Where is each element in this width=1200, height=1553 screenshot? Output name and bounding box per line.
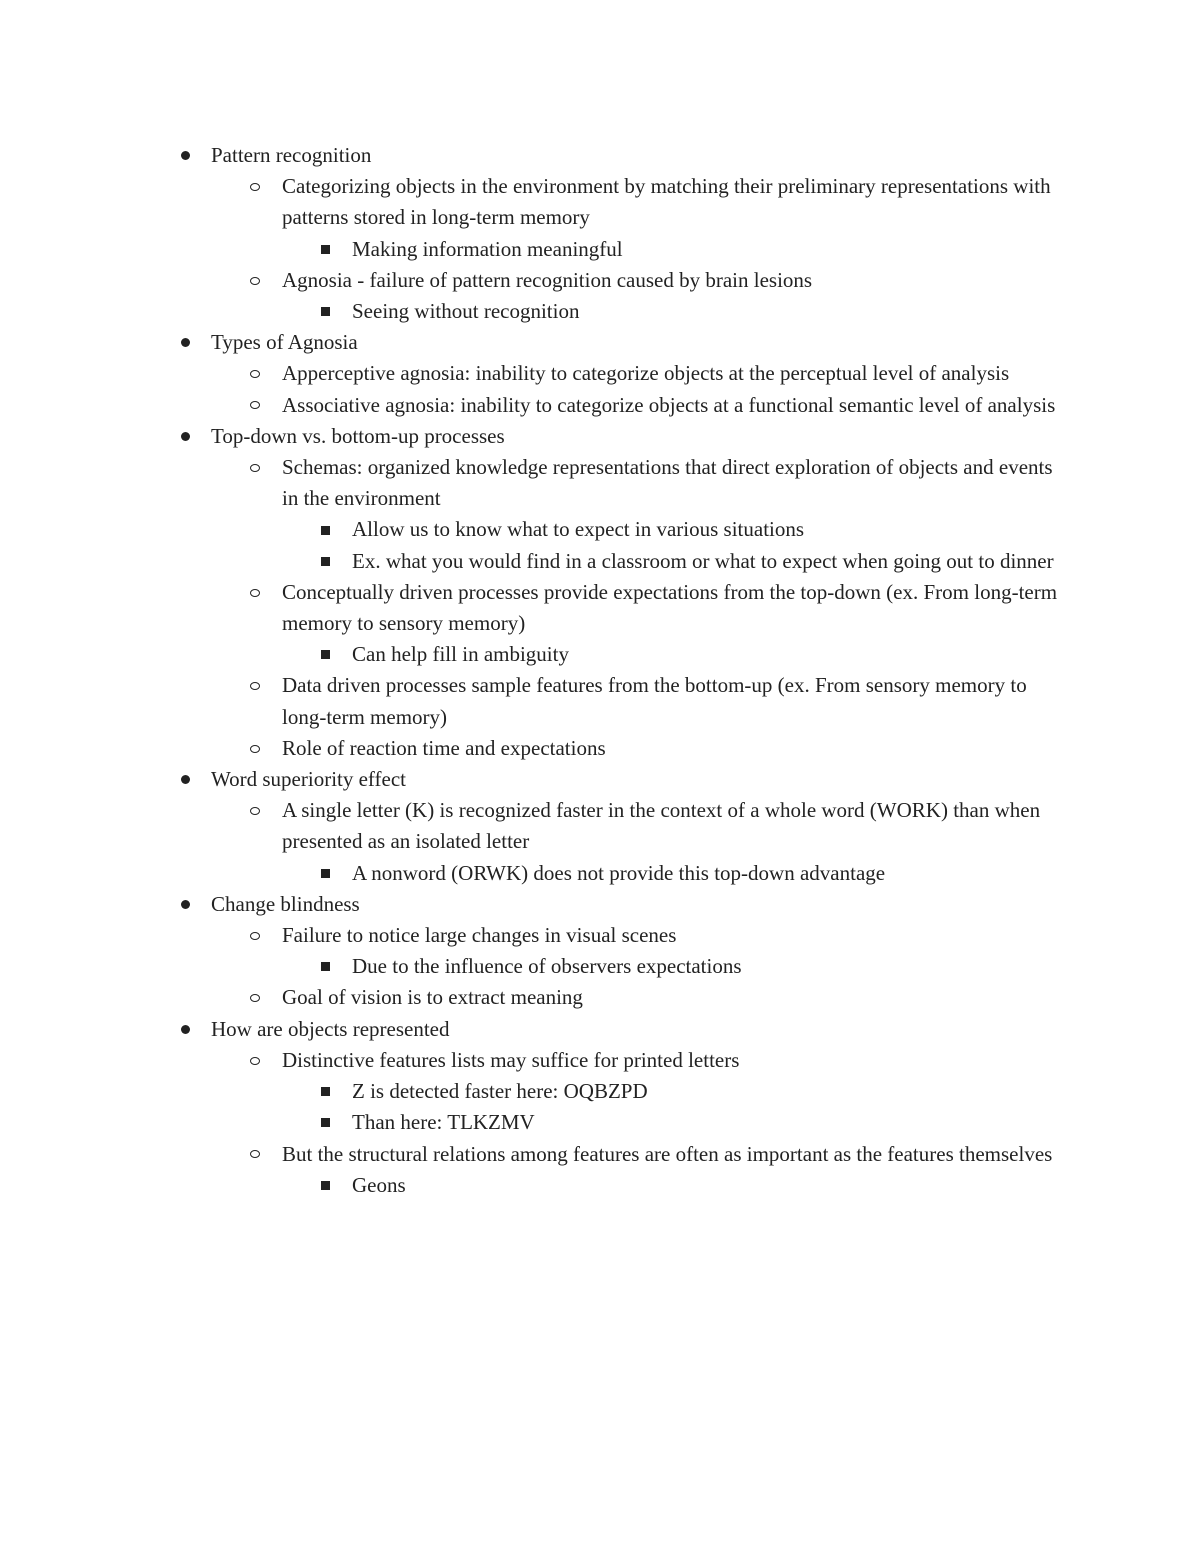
outline-item-level-2 xyxy=(0,1045,1200,1076)
outline-item-text: Pattern recognition xyxy=(211,143,372,167)
hollow-circle-bullet-icon xyxy=(245,795,265,826)
filled-square-bullet-icon xyxy=(315,1107,335,1138)
outline-item-text: Role of reaction time and expectations xyxy=(282,735,606,760)
outline-item-text: A nonword (ORWK) does not provide this top-down advantage xyxy=(352,860,886,885)
outline-item-level-1 xyxy=(0,327,1200,358)
filled-square-bullet-icon xyxy=(315,639,335,670)
outline-item-text: Categorizing objects in the environment by matching their preliminary representations with patterns stored in long-term memory xyxy=(282,174,1051,230)
hollow-circle-bullet-icon xyxy=(245,265,265,296)
outline-item-level-2 xyxy=(0,982,1200,1013)
outline-item-level-1 xyxy=(0,421,1200,452)
outline-item-level-3 xyxy=(0,1076,1200,1107)
outline-item-text: Data driven processes sample features from the bottom-up (ex. From sensory memory to long-term memory) xyxy=(282,673,1027,729)
filled-circle-bullet-icon xyxy=(175,421,195,452)
outline-item-level-2 xyxy=(0,390,1200,421)
outline-item-level-1 xyxy=(0,764,1200,795)
hollow-circle-bullet-icon xyxy=(245,1045,265,1076)
outline-item-text: Distinctive features lists may suffice for printed letters xyxy=(282,1047,740,1072)
filled-circle-bullet-icon xyxy=(175,327,195,358)
outline-item-level-2 xyxy=(0,171,1200,233)
filled-circle-bullet-icon xyxy=(175,1014,195,1045)
filled-square-bullet-icon xyxy=(315,234,335,265)
outline-item-text: Allow us to know what to expect in various situations xyxy=(352,517,805,542)
hollow-circle-bullet-icon xyxy=(245,171,265,202)
filled-square-bullet-icon xyxy=(315,296,335,327)
hollow-circle-bullet-icon xyxy=(245,733,265,764)
outline-item-text: Apperceptive agnosia: inability to categorize objects at the perceptual level of analysis xyxy=(282,361,1010,386)
hollow-circle-bullet-icon xyxy=(245,670,265,701)
outline-item-text: Top-down vs. bottom-up processes xyxy=(211,423,505,448)
outline-item-text: A single letter (K) is recognized faster in the context of a whole word (WORK) than when presented as an isolated letter xyxy=(282,798,1041,854)
outline-item-text: Agnosia - failure of pattern recognition caused by brain lesions xyxy=(282,267,813,292)
outline-item-text: Types of Agnosia xyxy=(211,330,358,355)
hollow-circle-bullet-icon xyxy=(245,1139,265,1170)
outline-item-level-2 xyxy=(0,733,1200,764)
outline-item-text: Failure to notice large changes in visual scenes xyxy=(282,923,677,948)
filled-square-bullet-icon xyxy=(315,546,335,577)
outline-item-level-2 xyxy=(0,920,1200,951)
outline-item-text: Ex. what you would find in a classroom or what to expect when going out to dinner xyxy=(352,548,1054,573)
outline-item-level-2 xyxy=(0,670,1200,732)
outline-item-level-2 xyxy=(0,265,1200,296)
outline-item-level-3 xyxy=(0,234,1200,265)
outline-item-text: Schemas: organized knowledge representations that direct exploration of objects and events in the environment xyxy=(282,455,1053,511)
outline-item-level-2 xyxy=(0,452,1200,514)
hollow-circle-bullet-icon xyxy=(245,452,265,483)
outline-item-text: Due to the influence of observers expectations xyxy=(352,954,742,979)
outline-item-level-2 xyxy=(0,358,1200,389)
outline-item-text: Seeing without recognition xyxy=(352,299,580,324)
hollow-circle-bullet-icon xyxy=(245,920,265,951)
hollow-circle-bullet-icon xyxy=(245,982,265,1013)
outline-item-text: Than here: TLKZMV xyxy=(352,1110,535,1135)
outline-item-text: Associative agnosia: inability to categorize objects at a functional semantic level of analysis xyxy=(282,392,1056,417)
filled-circle-bullet-icon xyxy=(175,889,195,920)
outline-item-text: Goal of vision is to extract meaning xyxy=(282,985,583,1010)
filled-square-bullet-icon xyxy=(315,858,335,889)
hollow-circle-bullet-icon xyxy=(245,577,265,608)
outline-item-text: Conceptually driven processes provide expectations from the top-down (ex. From long-term memory to sensory memory) xyxy=(282,579,1058,636)
outline-item-level-3 xyxy=(0,1170,1200,1201)
outline-item-level-1 xyxy=(0,140,1200,171)
filled-circle-bullet-icon xyxy=(175,140,195,171)
outline-item-level-3 xyxy=(0,1107,1200,1138)
outline-item-level-2 xyxy=(0,1139,1200,1170)
outline-item-text: How are objects represented xyxy=(211,1016,450,1041)
filled-square-bullet-icon xyxy=(315,951,335,982)
filled-square-bullet-icon xyxy=(315,514,335,545)
outline-item-level-3 xyxy=(0,639,1200,670)
outline-item-level-3 xyxy=(0,514,1200,545)
outline-item-level-3 xyxy=(0,546,1200,577)
outline-item-level-1 xyxy=(0,889,1200,920)
outline-item-level-3 xyxy=(0,951,1200,982)
outline-item-text: Z is detected faster here: OQBZPD xyxy=(352,1079,648,1104)
hollow-circle-bullet-icon xyxy=(245,358,265,389)
outline-item-text: Change blindness xyxy=(211,891,360,916)
filled-square-bullet-icon xyxy=(315,1076,335,1107)
outline-item-text: Making information meaningful xyxy=(352,236,623,261)
outline-item-level-3 xyxy=(0,296,1200,327)
filled-square-bullet-icon xyxy=(315,1170,335,1201)
outline-item-level-1 xyxy=(0,1014,1200,1045)
filled-circle-bullet-icon xyxy=(175,764,195,795)
bullet-outline xyxy=(0,140,1200,1201)
outline-item-text: But the structural relations among features are often as important as the features themselves xyxy=(282,1141,1053,1166)
outline-item-text: Can help fill in ambiguity xyxy=(352,642,569,667)
outline-item-level-2 xyxy=(0,795,1200,857)
outline-item-text: Geons xyxy=(352,1172,406,1197)
outline-item-text: Word superiority effect xyxy=(211,767,407,792)
outline-item-level-3 xyxy=(0,858,1200,889)
hollow-circle-bullet-icon xyxy=(245,390,265,421)
outline-item-level-2 xyxy=(0,577,1200,639)
